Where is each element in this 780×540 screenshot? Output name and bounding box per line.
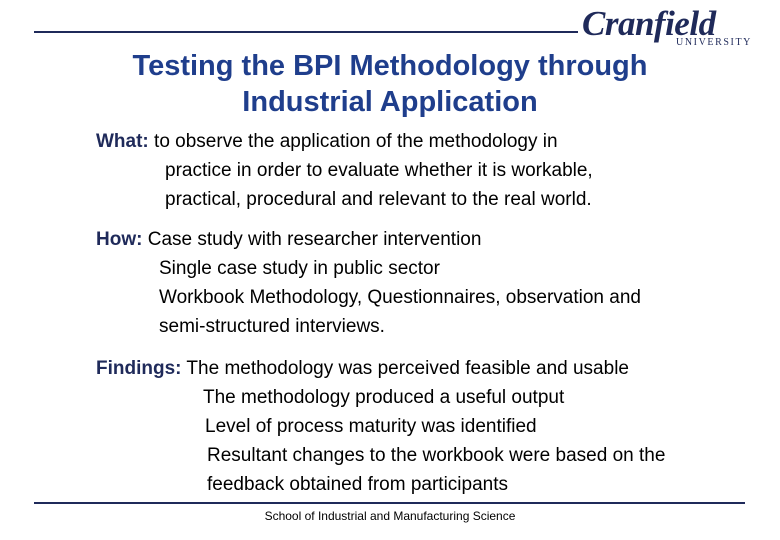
how-line-2: Single case study in public sector: [159, 258, 440, 279]
findings-section: [96, 354, 665, 499]
what-label: What:: [96, 131, 149, 152]
how-section: [96, 225, 641, 341]
findings-text-1: The methodology was perceived feasible and usable: [186, 358, 629, 379]
what-line-3: practical, procedural and relevant to the real world.: [165, 189, 592, 210]
findings-line-1: [96, 354, 665, 383]
what-section: [96, 127, 593, 214]
how-line-1: [96, 225, 641, 254]
what-line-2: practice in order to evaluate whether it is workable,: [165, 160, 593, 181]
findings-label: Findings:: [96, 358, 182, 379]
how-label: How:: [96, 229, 143, 250]
header-rule: [34, 31, 578, 33]
findings-line-3: Level of process maturity was identified: [205, 416, 537, 437]
what-text-1: to observe the application of the methodology in: [154, 131, 558, 152]
findings-line-5: feedback obtained from participants: [207, 474, 509, 495]
findings-line-4: Resultant changes to the workbook were based on the: [207, 445, 666, 466]
how-line-4: semi-structured interviews.: [159, 316, 385, 337]
slide-title: [90, 48, 690, 120]
what-line-1: [96, 127, 593, 156]
logo-wordmark: Cranfield: [582, 4, 716, 43]
title-line-2: Industrial Application: [242, 86, 538, 118]
logo-subtitle: UNIVERSITY: [676, 37, 752, 48]
footer-rule: [34, 502, 745, 504]
findings-line-2: The methodology produced a useful output: [203, 387, 565, 408]
title-line-1: Testing the BPI Methodology through: [132, 50, 648, 82]
cranfield-logo: [582, 4, 754, 50]
footer-text: School of Industrial and Manufacturing Science: [264, 509, 516, 523]
how-line-3: Workbook Methodology, Questionnaires, observation and: [159, 287, 641, 308]
how-text-1: Case study with researcher intervention: [147, 229, 482, 250]
